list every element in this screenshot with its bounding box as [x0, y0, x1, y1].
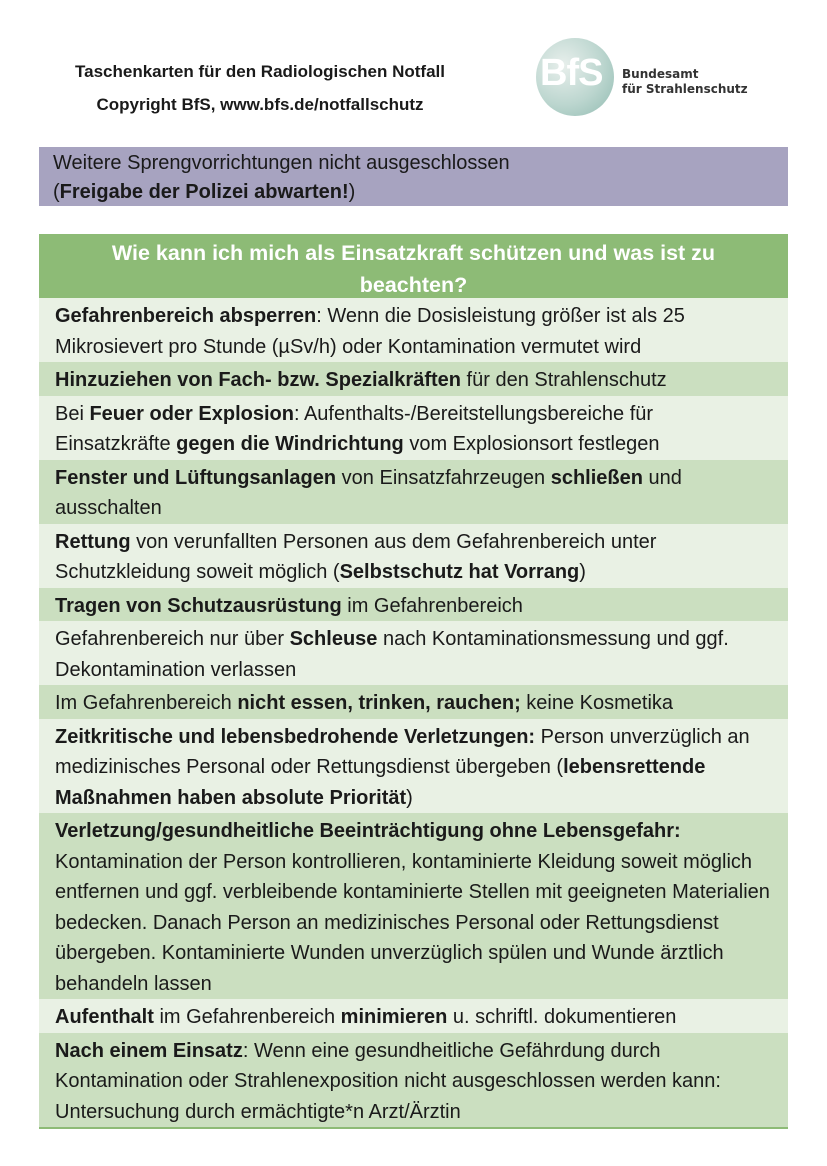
guideline-text: : Wenn eine gesundheitliche Gefährdung durch Kontamination oder Strahlenexposition nicht ausgeschlossen werden kann: Untersuchung durch ermächtigte*n Arzt/Ärztin — [55, 1039, 721, 1123]
warning-paren-open: ( — [53, 181, 60, 203]
copyright-line: Copyright BfS, www.bfs.de/notfallschutz — [96, 95, 424, 114]
bfs-logo — [530, 38, 750, 123]
guideline-emphasis: Selbstschutz hat Vorrang — [339, 561, 580, 583]
warning-line-2 — [53, 178, 774, 207]
warning-paren-close: ) — [348, 181, 356, 203]
guideline-row — [39, 621, 788, 685]
guideline-emphasis: Aufenthalt — [55, 1006, 154, 1028]
guideline-text: ) — [406, 786, 413, 809]
guideline-emphasis: Zeitkritische und lebensbedrohende Verletzungen: — [55, 725, 536, 748]
guideline-emphasis: Verletzung/gesundheitliche Beeinträchtigung ohne Lebensgefahr: — [55, 820, 681, 842]
guideline-row — [39, 588, 788, 622]
card-rows — [39, 298, 788, 1127]
guideline-text: im Gefahrenbereich — [341, 594, 523, 617]
card-title: Wie kann ich mich als Einsatzkraft schützen und was ist zu beachten? — [39, 234, 788, 298]
guideline-emphasis: minimieren — [340, 1006, 448, 1028]
guideline-row — [39, 460, 788, 524]
guideline-text: Im Gefahrenbereich — [55, 692, 238, 714]
guideline-emphasis: Hinzuziehen von Fach- bzw. Spezialkräften — [55, 369, 461, 391]
guideline-text: nach Kontaminationsmessung und ggf. Dekontamination verlassen — [55, 628, 729, 681]
page-header — [40, 55, 480, 121]
guideline-emphasis: Fenster und Lüftungsanlagen — [55, 466, 337, 489]
guideline-emphasis: gegen die Windrichtung — [176, 433, 404, 455]
bfs-logo-mark: BfS — [540, 52, 603, 94]
guideline-emphasis: schließen — [550, 466, 643, 489]
logo-line-2: für Strahlenschutz — [622, 82, 748, 96]
logo-line-1: Bundesamt — [622, 67, 699, 81]
guideline-row — [39, 362, 788, 396]
guideline-text: : Aufenthalts-/Bereitstellungsbereiche für Einsatzkräfte — [55, 402, 654, 455]
guideline-row — [39, 999, 788, 1033]
guideline-text: Person unverzüglich an medizinisches Personal oder Rettungsdienst übergeben ( — [55, 725, 750, 778]
guideline-text: von verunfallten Personen aus dem Gefahrenbereich unter Schutzkleidung soweit möglich ( — [55, 530, 657, 583]
guideline-row — [39, 685, 788, 719]
guideline-row — [39, 524, 788, 588]
card-bottom-rule — [39, 1127, 788, 1129]
warning-box — [39, 147, 788, 206]
warning-line-1: Weitere Sprengvorrichtungen nicht ausgeschlossen — [53, 152, 510, 174]
guideline-emphasis: Nach einem Einsatz — [55, 1039, 243, 1062]
guideline-row — [39, 1033, 788, 1128]
guideline-row — [39, 396, 788, 460]
guideline-text: und ausschalten — [55, 466, 682, 519]
guideline-emphasis: Gefahrenbereich absperren — [55, 305, 317, 327]
guideline-text: u. schriftl. dokumentieren — [447, 1006, 677, 1028]
guideline-text: Kontamination der Person kontrollieren, kontaminierte Kleidung soweit möglich entfernen und ggf. verbleibende kontaminierte Stellen mit geeigneten Materialien bedecken. Danach Person an medizinisches Personal oder Rettungsdienst übergeben. Kontaminierte Wunden unverzüglich spülen und Wunde ärztlich behandeln lassen — [55, 850, 770, 995]
guideline-emphasis: Schleuse — [289, 628, 378, 650]
document-title: Taschenkarten für den Radiologischen Notfall — [75, 62, 445, 81]
guideline-row — [39, 298, 788, 362]
guideline-text: ) — [579, 561, 586, 583]
guideline-row — [39, 719, 788, 814]
guideline-row — [39, 813, 788, 999]
guideline-text: im Gefahrenbereich — [153, 1006, 341, 1028]
guideline-text: keine Kosmetika — [520, 692, 674, 714]
bfs-logo-text — [622, 67, 748, 97]
guideline-text: : Wenn die Dosisleistung größer ist als 25 Mikrosievert pro Stunde (µSv/h) oder Kontamination vermutet wird — [55, 305, 685, 358]
guideline-emphasis: Rettung — [55, 530, 131, 553]
guideline-emphasis: nicht essen, trinken, rauchen; — [237, 692, 521, 714]
guideline-emphasis: Tragen von Schutzausrüstung — [55, 594, 342, 617]
guideline-text: für den Strahlenschutz — [461, 369, 667, 391]
guideline-text: von Einsatzfahrzeugen — [336, 466, 551, 489]
guideline-text: Gefahrenbereich nur über — [55, 628, 290, 650]
warning-emphasis: Freigabe der Polizei abwarten! — [59, 181, 349, 203]
guideline-emphasis: lebensrettende Maßnahmen haben absolute Priorität — [55, 756, 706, 809]
guideline-text: vom Explosionsort festlegen — [403, 433, 660, 455]
guideline-emphasis: Feuer oder Explosion — [89, 402, 294, 425]
protection-card — [39, 234, 788, 1129]
guideline-text: Bei — [55, 402, 90, 425]
